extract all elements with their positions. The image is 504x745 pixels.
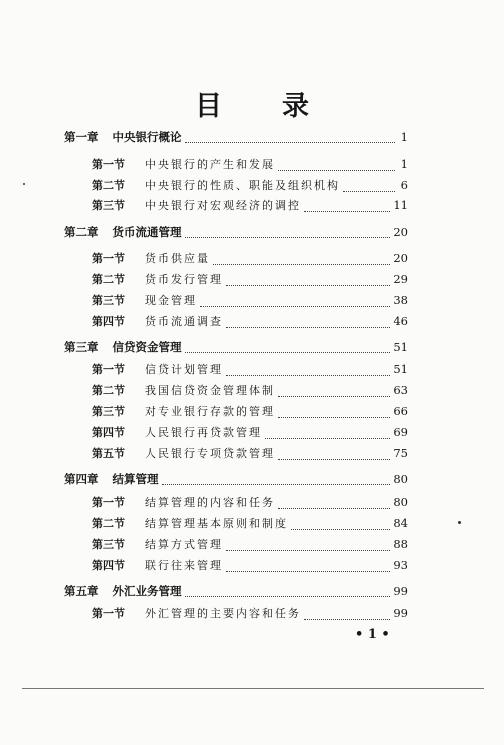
chapter-number: 第一章 — [64, 130, 99, 144]
dot-leader — [185, 587, 391, 597]
page-ref: 99 — [393, 606, 408, 620]
section-title: 联行往来管理 — [145, 559, 223, 572]
dot-leader — [265, 429, 390, 439]
section-title: 人民银行专项贷款管理 — [145, 447, 275, 460]
toc-section-row — [92, 536, 408, 553]
dot-leader — [185, 343, 391, 353]
chapter-title: 信贷资金管理 — [112, 340, 182, 354]
dot-leader — [185, 228, 391, 238]
section-number: 第三节 — [92, 294, 125, 307]
toc-section-row — [92, 605, 408, 622]
section-number: 第三节 — [92, 538, 125, 551]
section-number: 第三节 — [92, 405, 125, 418]
section-number: 第一节 — [92, 252, 125, 265]
dot-leader — [291, 520, 390, 530]
toc-section-row — [92, 361, 408, 378]
page-ref: 1 — [400, 130, 408, 144]
section-number: 第二节 — [92, 179, 125, 192]
section-title: 货币供应量 — [145, 252, 210, 265]
page-title — [0, 84, 504, 123]
section-number: 第一节 — [92, 158, 125, 171]
dot-leader — [213, 255, 390, 265]
section-title: 货币流通调查 — [145, 315, 223, 328]
page-ref: 6 — [400, 178, 408, 192]
section-title: 信贷计划管理 — [145, 363, 223, 376]
section-number: 第二节 — [92, 384, 125, 397]
section-title: 对专业银行存款的管理 — [145, 405, 275, 418]
dot-leader — [226, 562, 390, 572]
section-title: 中央银行的产生和发展 — [145, 158, 275, 171]
toc-chapter-row — [64, 224, 408, 240]
section-number: 第一节 — [92, 607, 125, 620]
page-ref: 11 — [393, 198, 408, 212]
section-number: 第五节 — [92, 447, 125, 460]
bottom-rule — [22, 688, 484, 689]
section-title: 中央银行的性质、职能及组织机构 — [145, 179, 340, 192]
dot-leader — [278, 408, 390, 418]
toc-section-row — [92, 313, 408, 330]
page-ref: 20 — [393, 251, 408, 265]
section-title: 货币发行管理 — [145, 273, 223, 286]
speck — [458, 521, 461, 524]
toc-section-row — [92, 197, 408, 214]
dot-leader — [278, 387, 390, 397]
page-ref: 63 — [393, 383, 408, 397]
speck — [23, 183, 25, 185]
chapter-title: 中央银行概论 — [112, 130, 182, 144]
toc-chapter-row — [64, 129, 408, 145]
dot-leader — [304, 610, 390, 620]
page-ref: 51 — [393, 362, 408, 376]
toc-section-row — [92, 156, 408, 173]
toc-chapter-row — [64, 583, 408, 599]
chapter-title: 货币流通管理 — [112, 225, 182, 239]
page-ref: 93 — [393, 558, 408, 572]
section-number: 第一节 — [92, 363, 125, 376]
toc-chapter-row — [64, 339, 408, 355]
page-ref: 1 — [400, 157, 408, 171]
toc-section-row — [92, 292, 408, 309]
page-ref: 84 — [393, 516, 408, 530]
toc-section-row — [92, 403, 408, 420]
chapter-number: 第二章 — [64, 225, 99, 239]
dot-leader — [226, 318, 390, 328]
section-number: 第一节 — [92, 496, 125, 509]
section-number: 第二节 — [92, 273, 125, 286]
chapter-number: 第四章 — [64, 472, 99, 486]
toc-section-row — [92, 177, 408, 194]
section-number: 第二节 — [92, 517, 125, 530]
dot-leader — [226, 541, 390, 551]
title-char-1: 目 — [195, 91, 222, 122]
toc-section-row — [92, 494, 408, 511]
section-number: 第三节 — [92, 199, 125, 212]
page-ref: 80 — [393, 472, 408, 486]
toc-section-row — [92, 557, 408, 574]
page-ref: 66 — [393, 404, 408, 418]
dot-leader — [278, 450, 390, 460]
chapter-number: 第三章 — [64, 340, 99, 354]
page-ref: 29 — [393, 272, 408, 286]
dot-leader — [200, 297, 390, 307]
page-ref: 88 — [393, 537, 408, 551]
dot-leader — [162, 475, 391, 485]
section-title: 外汇管理的主要内容和任务 — [145, 607, 301, 620]
page-number: • 1 • — [355, 627, 390, 642]
section-title: 结算管理基本原则和制度 — [145, 517, 288, 530]
page-ref: 80 — [393, 495, 408, 509]
dot-leader — [226, 276, 390, 286]
chapter-number: 第五章 — [64, 584, 99, 598]
chapter-title: 结算管理 — [112, 472, 159, 486]
chapter-title: 外汇业务管理 — [112, 584, 182, 598]
section-title: 人民银行再贷款管理 — [145, 426, 262, 439]
page-ref: 20 — [393, 225, 408, 239]
page-ref: 69 — [393, 425, 408, 439]
toc-section-row — [92, 515, 408, 532]
section-title: 我国信贷资金管理体制 — [145, 384, 275, 397]
section-number: 第四节 — [92, 426, 125, 439]
dot-leader — [304, 202, 390, 212]
title-char-2: 录 — [282, 91, 309, 122]
dot-leader — [226, 366, 390, 376]
dot-leader — [278, 499, 390, 509]
section-number: 第四节 — [92, 559, 125, 572]
page-ref: 75 — [393, 446, 408, 460]
toc-section-row — [92, 445, 408, 462]
dot-leader — [185, 133, 396, 143]
toc-chapter-row — [64, 471, 408, 487]
page-ref: 51 — [393, 340, 408, 354]
page-ref: 38 — [393, 293, 408, 307]
section-title: 中央银行对宏观经济的调控 — [145, 199, 301, 212]
section-title: 结算管理的内容和任务 — [145, 496, 275, 509]
dot-leader — [278, 161, 395, 171]
page-ref: 99 — [393, 584, 408, 598]
section-number: 第四节 — [92, 315, 125, 328]
toc-section-row — [92, 250, 408, 267]
toc-section-row — [92, 271, 408, 288]
section-title: 结算方式管理 — [145, 538, 223, 551]
section-title: 现金管理 — [145, 294, 197, 307]
dot-leader — [343, 182, 395, 192]
page-ref: 46 — [393, 314, 408, 328]
toc-section-row — [92, 424, 408, 441]
toc-section-row — [92, 382, 408, 399]
